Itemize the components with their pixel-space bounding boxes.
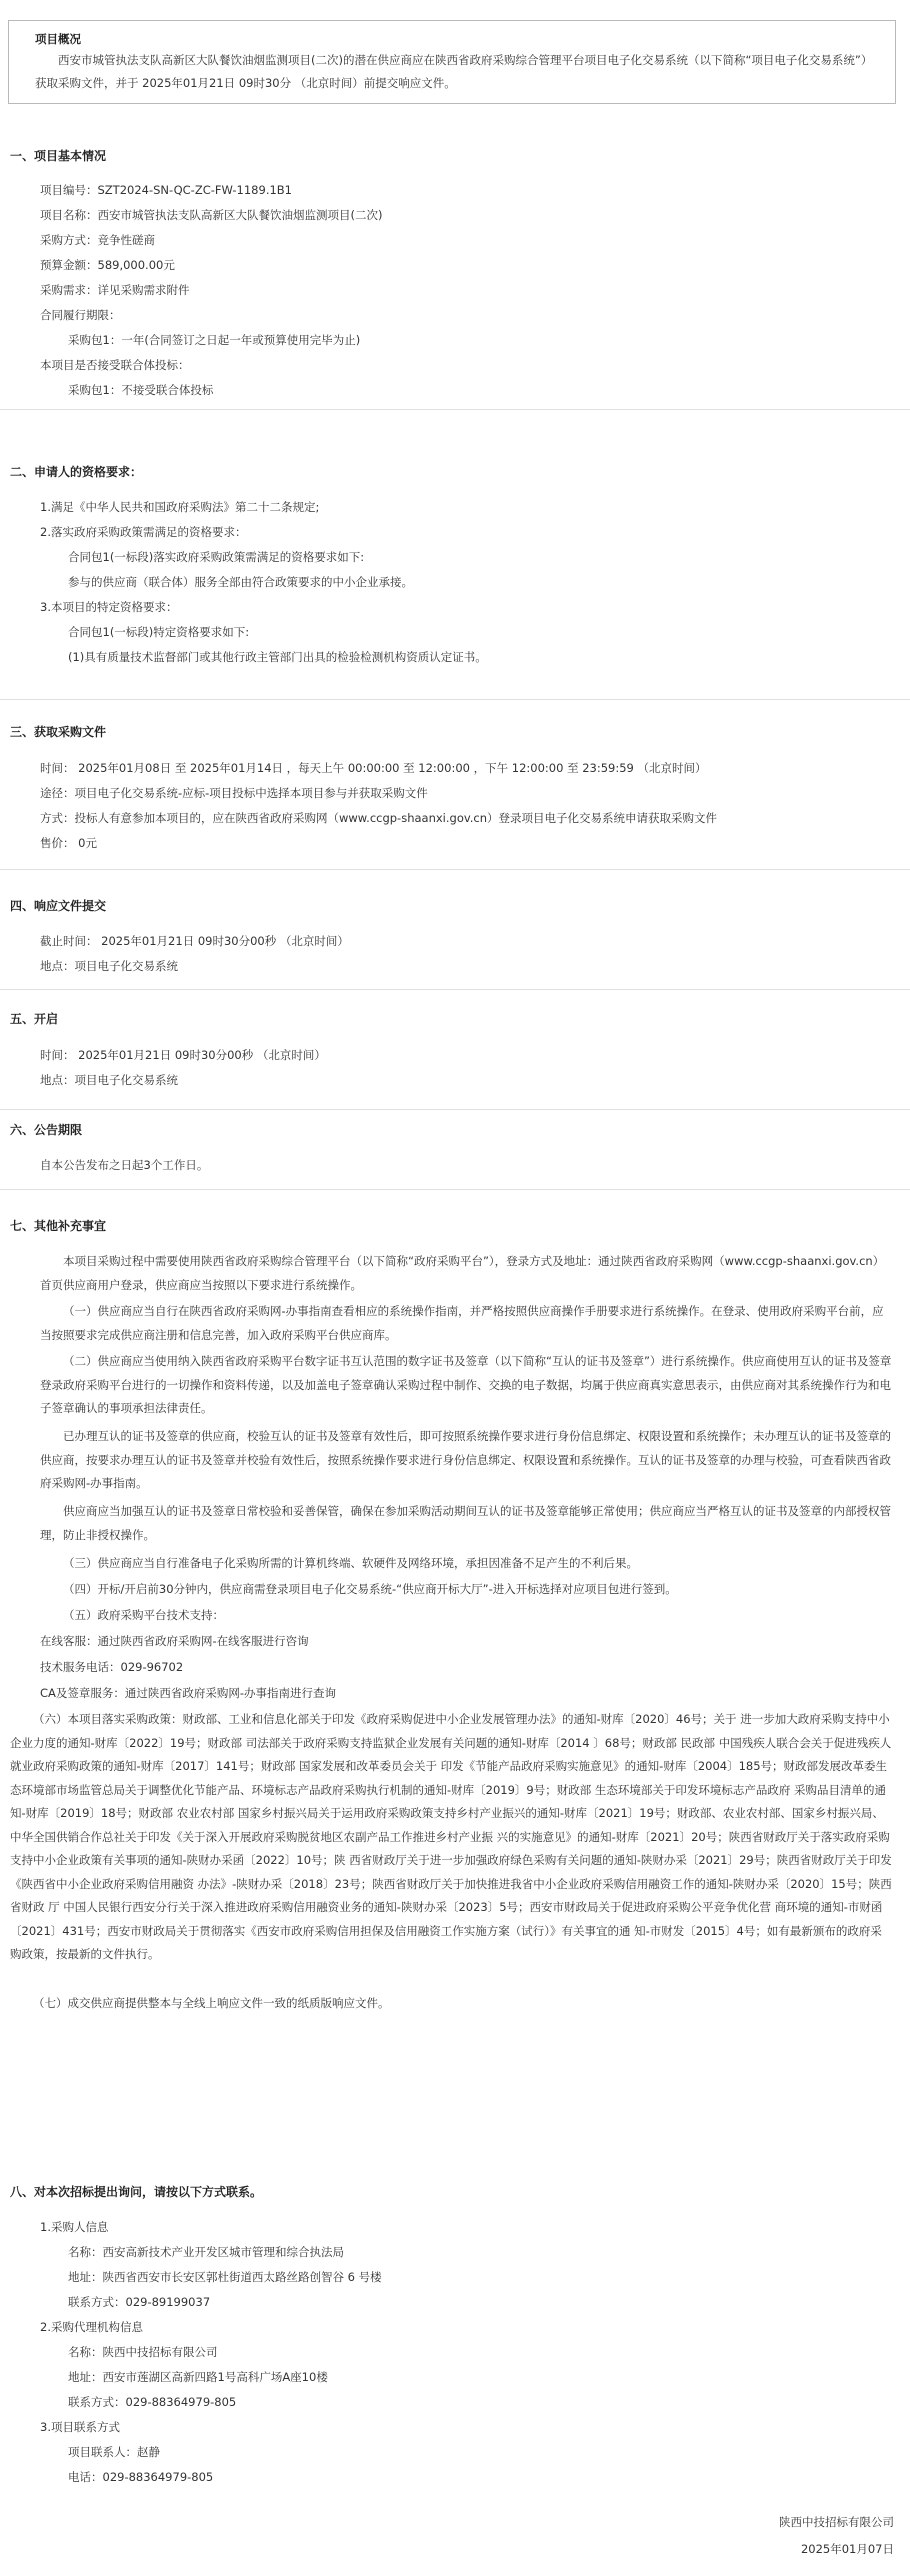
support-online: 在线客服：通过陕西省政府采购网-在线客服进行咨询 bbox=[40, 1634, 309, 1648]
section-contacts bbox=[0, 2178, 910, 2570]
section-opening bbox=[0, 990, 910, 1110]
signature-org: 陕西中技招标有限公司 bbox=[779, 2515, 894, 2529]
item-five: （五）政府采购平台技术支持： bbox=[63, 1608, 224, 1622]
opening-location: 地点：项目电子化交易系统 bbox=[40, 1073, 178, 1087]
section-obtain-documents bbox=[0, 700, 910, 870]
section-title: 二、申请人的资格要求： bbox=[10, 465, 143, 479]
section-basic-info bbox=[0, 140, 910, 410]
qualification-item: 参与的供应商（联合体）服务全部由符合政策要求的中小企业承接。 bbox=[68, 575, 413, 589]
project-overview-box bbox=[8, 20, 896, 104]
item-one: （一）供应商应当自行在陕西省政府采购网-办事指南查看相应的系统操作指南，并严格按照供应商操作手册要求进行系统操作。在登录、使用政府采购平台前，应当按照要求完成供应商注册和信息完善，加入政府采购平台供应商库。 bbox=[40, 1304, 884, 1342]
agency-phone: 联系方式：029-88364979-805 bbox=[68, 2395, 237, 2409]
qualification-item: 合同包1(一标段)落实政府采购政策需满足的资格要求如下: bbox=[68, 550, 365, 564]
section-title: 六、公告期限 bbox=[10, 1123, 83, 1137]
item-four: （四）开标/开启前30分钟内，供应商需登录项目电子化交易系统-“供应商开标大厅”-进入开标选择对应项目包进行签到。 bbox=[63, 1582, 677, 1596]
item-two-certificates: 已办理互认的证书及签章的供应商，校验互认的证书及签章有效性后，即可按照系统操作要求进行身份信息绑定、权限设置和系统操作；未办理互认的证书及签章的供应商，按要求办理互认的证书及签章并校验有效性后，按照系统操作要求进行身份信息绑定、权限设置和系统操作。互认的证书及签章的办理与校验，可查看陕西省政府采购网-办事指南。 bbox=[40, 1429, 891, 1490]
support-ca: CA及签章服务：通过陕西省政府采购网-办事指南进行查询 bbox=[40, 1686, 337, 1700]
buyer-phone: 联系方式：029-89199037 bbox=[68, 2295, 211, 2309]
joint-bid-value: 采购包1：不接受联合体投标 bbox=[68, 383, 214, 397]
obtain-channel: 途径：项目电子化交易系统-应标-项目投标中选择本项目参与并获取采购文件 bbox=[40, 786, 428, 800]
contact-heading: 3.项目联系方式 bbox=[40, 2420, 120, 2434]
qualification-item: 合同包1(一标段)特定资格要求如下: bbox=[68, 625, 250, 639]
buyer-heading: 1.采购人信息 bbox=[40, 2220, 109, 2234]
contact-phone: 电话：029-88364979-805 bbox=[68, 2470, 214, 2484]
section-other-matters bbox=[0, 1190, 910, 2320]
section-title: 四、响应文件提交 bbox=[10, 899, 107, 913]
overview-title: 项目概况 bbox=[35, 32, 81, 46]
section-announcement-period bbox=[0, 1110, 910, 1190]
agency-address: 地址：西安市莲湖区高新四路1号高科广场A座10楼 bbox=[68, 2370, 328, 2384]
overview-body: 西安市城管执法支队高新区大队餐饮油烟监测项目(二次)的潜在供应商应在陕西省政府采购综合管理平台项目电子化交易系统（以下简称“项目电子化交易系统”）获取采购文件，并于 2025年01月21日 09时30分 （北京时间）前提交响应文件。 bbox=[35, 53, 873, 90]
section-submission bbox=[0, 870, 910, 990]
item-two: （二）供应商应当使用纳入陕西省政府采购平台数字证书互认范围的数字证书及签章（以下简称“互认的证书及签章”）进行系统操作。供应商使用互认的证书及签章登录政府采购平台进行的一切操作和资料传递，以及加盖电子签章确认采购过程中制作、交换的电子数据，均属于供应商真实意思表示，由供应商对其系统操作行为和电子签章确认的事项承担法律责任。 bbox=[40, 1354, 892, 1415]
buyer-name: 名称：西安高新技术产业开发区城市管理和综合执法局 bbox=[68, 2245, 344, 2259]
obtain-price: 售价： 0元 bbox=[40, 836, 97, 850]
procurement-requirement: 采购需求：详见采购需求附件 bbox=[40, 283, 190, 297]
item-six-policies: （六）本项目落实采购政策：财政部、工业和信息化部关于印发《政府采购促进中小企业发展管理办法》的通知-财库〔2020〕46号；关于 进一步加大政府采购支持中小企业力度的通知-财库〔2022〕19号；财政部 司法部关于政府采购支持监狱企业发展有关问题的通知-财库〔2014 〕68号；财政部 民政部 中国残疾人联合会关于促进残疾人就业政府采购政策的通知-财库〔2017〕141号；财政部 国家发展和改革委员会关于 印发《节能产品政府采购实施意见》的通知-财库〔2004〕185号；财政部发展改革委生态环境部市场监管总局关于调整优化节能产品、环境标志产品政府采购执行机制的通知-财库〔2019〕9号；财政部 生态环境部关于印发环境标志产品政府 采购品目清单的通知-财库〔2019〕18号；财政部 农业农村部 国家乡村振兴局关于运用政府采购政策支持乡村产业振兴的通知-财库〔2021〕19号；财政部、农业农村部、国家乡村振兴局、中华全国供销合作总社关于印发《关于深入开展政府采购脱贫地区农副产品工作推进乡村产业振 兴的实施意见》的通知-财库〔2021〕20号；陕西省财政厅关于落实政府采购支持中小企业政策有关事项的通知-陕财办采函〔2022〕10号；陕 西省财政厅关于进一步加强政府绿色采购有关问题的通知-陕财办采〔2021〕29号；陕西省财政厅关于印发《陕西省中小企业政府采购信用融资 办法》-陕财办采〔2018〕23号；陕西省财政厅关于加快推进我省中小企业政府采购信用融资工作的通知-陕财办采〔2020〕15号；陕西省财政 厅 中国人民银行西安分行关于深入推进政府采购信用融资业务的通知-陕财办采〔2023〕5号；西安市财政局关于促进政府采购公平竞争优化营 商环境的通知-市财函〔2021〕431号；西安市财政局关于贯彻落实《西安市政府采购信用担保及信用融资工作实施方案（试行）》有关事宜的通 知-市财发〔2015〕4号；如有最新颁布的政府采购政策，按最新的文件执行。 bbox=[10, 1712, 892, 1961]
section-title: 一、项目基本情况 bbox=[10, 149, 107, 163]
obtain-method: 方式：投标人有意参加本项目的，应在陕西省政府采购网（www.ccgp-shaanxi.gov.cn）登录项目电子化交易系统申请获取采购文件 bbox=[40, 811, 718, 825]
joint-bid-label: 本项目是否接受联合体投标： bbox=[40, 358, 190, 372]
item-two-custody: 供应商应当加强互认的证书及签章日常校验和妥善保管，确保在参加采购活动期间互认的证书及签章能够正常使用；供应商应当严格互认的证书及签章的内部授权管理，防止非授权操作。 bbox=[40, 1504, 891, 1542]
qualification-item: 3.本项目的特定资格要求： bbox=[40, 600, 178, 614]
contract-term-value: 采购包1：一年(合同签订之日起一年或预算使用完毕为止) bbox=[68, 333, 361, 347]
section-qualification bbox=[0, 410, 910, 700]
procurement-method: 采购方式：竞争性磋商 bbox=[40, 233, 155, 247]
section-title: 三、获取采购文件 bbox=[10, 725, 107, 739]
agency-heading: 2.采购代理机构信息 bbox=[40, 2320, 143, 2334]
opening-time: 时间： 2025年01月21日 09时30分00秒 （北京时间） bbox=[40, 1048, 326, 1062]
announcement-period-text: 自本公告发布之日起3个工作日。 bbox=[40, 1158, 209, 1172]
item-seven: （七）成交供应商提供整本与全线上响应文件一致的纸质版响应文件。 bbox=[33, 1996, 390, 2010]
qualification-item: 2.落实政府采购政策需满足的资格要求： bbox=[40, 525, 247, 539]
budget-amount: 预算金额：589,000.00元 bbox=[40, 258, 175, 272]
contract-term-label: 合同履行期限： bbox=[40, 308, 121, 322]
section-title: 八、对本次招标提出询问，请按以下方式联系。 bbox=[10, 2185, 263, 2199]
submission-location: 地点：项目电子化交易系统 bbox=[40, 959, 178, 973]
obtain-time: 时间： 2025年01月08日 至 2025年01月14日 ，每天上午 00:00:00 至 12:00:00 ，下午 12:00:00 至 23:59:59 （北京时间） bbox=[40, 761, 707, 775]
platform-intro: 本项目采购过程中需要使用陕西省政府采购综合管理平台（以下简称“政府采购平台”），登录方式及地址：通过陕西省政府采购网（www.ccgp-shaanxi.gov.cn）首页供应商用户登录，供应商应当按照以下要求进行系统操作。 bbox=[40, 1254, 885, 1292]
qualification-item: (1)具有质量技术监督部门或其他行政主管部门出具的检验检测机构资质认定证书。 bbox=[68, 650, 487, 664]
qualification-item: 1.满足《中华人民共和国政府采购法》第二十二条规定; bbox=[40, 500, 320, 514]
agency-name: 名称：陕西中技招标有限公司 bbox=[68, 2345, 218, 2359]
project-name: 项目名称：西安市城管执法支队高新区大队餐饮油烟监测项目(二次) bbox=[40, 208, 383, 222]
buyer-address: 地址：陕西省西安市长安区郭杜街道西太路丝路创智谷 6 号楼 bbox=[68, 2270, 382, 2284]
project-number: 项目编号：SZT2024-SN-QC-ZC-FW-1189.1B1 bbox=[40, 183, 292, 197]
section-title: 五、开启 bbox=[10, 1012, 59, 1026]
support-phone: 技术服务电话：029-96702 bbox=[40, 1660, 184, 1674]
signature-date: 2025年01月07日 bbox=[800, 2542, 894, 2556]
submission-deadline: 截止时间： 2025年01月21日 09时30分00秒 （北京时间） bbox=[40, 934, 349, 948]
item-three: （三）供应商应当自行准备电子化采购所需的计算机终端、软硬件及网络环境，承担因准备不足产生的不利后果。 bbox=[63, 1556, 638, 1570]
contact-person: 项目联系人：赵静 bbox=[68, 2445, 160, 2459]
section-title: 七、其他补充事宜 bbox=[10, 1219, 107, 1233]
